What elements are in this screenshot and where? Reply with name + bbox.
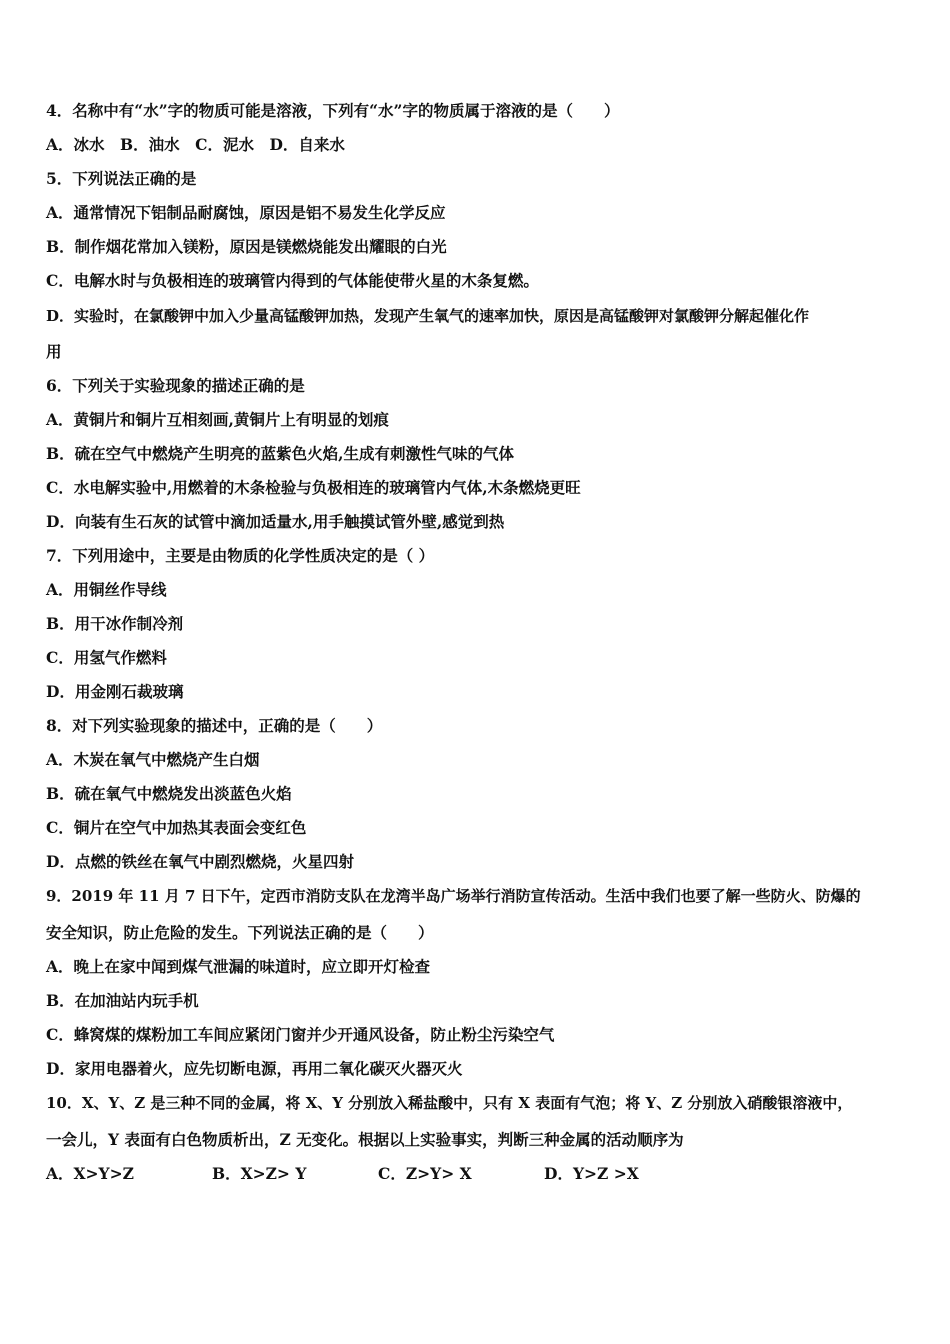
q5-option-a: A．通常情况下铝制品耐腐蚀，原因是铝不易发生化学反应 — [46, 203, 446, 222]
q7-stem: 7．下列用途中，主要是由物质的化学性质决定的是（ ） — [46, 546, 435, 565]
q8-option-c: C．铜片在空气中加热其表面会变红色 — [46, 818, 307, 837]
q7-option-d: D．用金刚石裁玻璃 — [46, 682, 184, 701]
q10-option-a: A．X>Y>Z — [46, 1164, 134, 1183]
q9-option-a: A．晚上在家中闻到煤气泄漏的味道时，应立即开灯检查 — [46, 957, 431, 976]
q9-stem: 9．2019 年 11 月 7 日下午，定西市消防支队在龙湾半岛广场举行消防宣传活动。生活中我们也要了解一些防火、防爆的 — [46, 887, 861, 905]
q5-stem: 5．下列说法正确的是 — [46, 169, 197, 188]
q6-stem: 6．下列关于实验现象的描述正确的是 — [46, 376, 305, 395]
q6-option-a: A．黄铜片和铜片互相刻画,黄铜片上有明显的划痕 — [46, 410, 389, 429]
q5-option-d-cont: 用 — [46, 342, 62, 361]
q5-option-b: B．制作烟花常加入镁粉，原因是镁燃烧能发出耀眼的白光 — [46, 237, 447, 256]
q7-option-b: B．用干冰作制冷剂 — [46, 614, 184, 633]
q10-stem: 10．X、Y、Z 是三种不同的金属，将 X、Y 分别放入稀盐酸中，只有 X 表面有气泡；将 Y、Z 分别放入硝酸银溶液中， — [46, 1094, 853, 1112]
q7-option-a: A．用铜丝作导线 — [46, 580, 167, 599]
q9-option-b: B．在加油站内玩手机 — [46, 991, 199, 1010]
q6-option-c: C．水电解实验中,用燃着的木条检验与负极相连的玻璃管内气体,木条燃烧更旺 — [46, 478, 581, 497]
q8-option-b: B．硫在氧气中燃烧发出淡蓝色火焰 — [46, 784, 292, 803]
q10-option-b: B．X>Z> Y — [212, 1164, 307, 1183]
q9-stem-cont: 安全知识，防止危险的发生。下列说法正确的是（ ） — [46, 923, 434, 942]
q8-option-a: A．木炭在氧气中燃烧产生白烟 — [46, 750, 260, 769]
q10-options — [46, 1164, 639, 1184]
q10-option-d: D．Y>Z >X — [544, 1164, 639, 1183]
q5-option-d: D．实验时，在氯酸钾中加入少量高锰酸钾加热，发现产生氧气的速率加快，原因是高锰酸钾对氯酸钾分解起催化作 — [46, 307, 810, 325]
q8-stem: 8．对下列实验现象的描述中，正确的是（ ） — [46, 716, 383, 735]
q7-option-c: C．用氢气作燃料 — [46, 648, 167, 667]
q5-option-c: C．电解水时与负极相连的玻璃管内得到的气体能使带火星的木条复燃。 — [46, 271, 539, 290]
q6-option-d: D．向装有生石灰的试管中滴加适量水,用手触摸试管外壁,感觉到热 — [46, 512, 505, 531]
q4-stem: 4．名称中有“水”字的物质可能是溶液，下列有“水”字的物质属于溶液的是（ ） — [46, 101, 620, 120]
q9-option-c: C．蜂窝煤的煤粉加工车间应紧闭门窗并少开通风设备，防止粉尘污染空气 — [46, 1025, 555, 1044]
q10-stem-cont: 一会儿，Y 表面有白色物质析出，Z 无变化。根据以上实验事实，判断三种金属的活动顺序为 — [46, 1130, 684, 1149]
q4-options: A．冰水 B．油水 C．泥水 D．自来水 — [46, 135, 345, 154]
q6-option-b: B．硫在空气中燃烧产生明亮的蓝紫色火焰,生成有刺激性气味的气体 — [46, 444, 514, 463]
q8-option-d: D．点燃的铁丝在氧气中剧烈燃烧，火星四射 — [46, 852, 354, 871]
q10-option-c: C．Z>Y> X — [378, 1164, 472, 1183]
q9-option-d: D．家用电器着火，应先切断电源，再用二氧化碳灭火器灭火 — [46, 1059, 463, 1078]
